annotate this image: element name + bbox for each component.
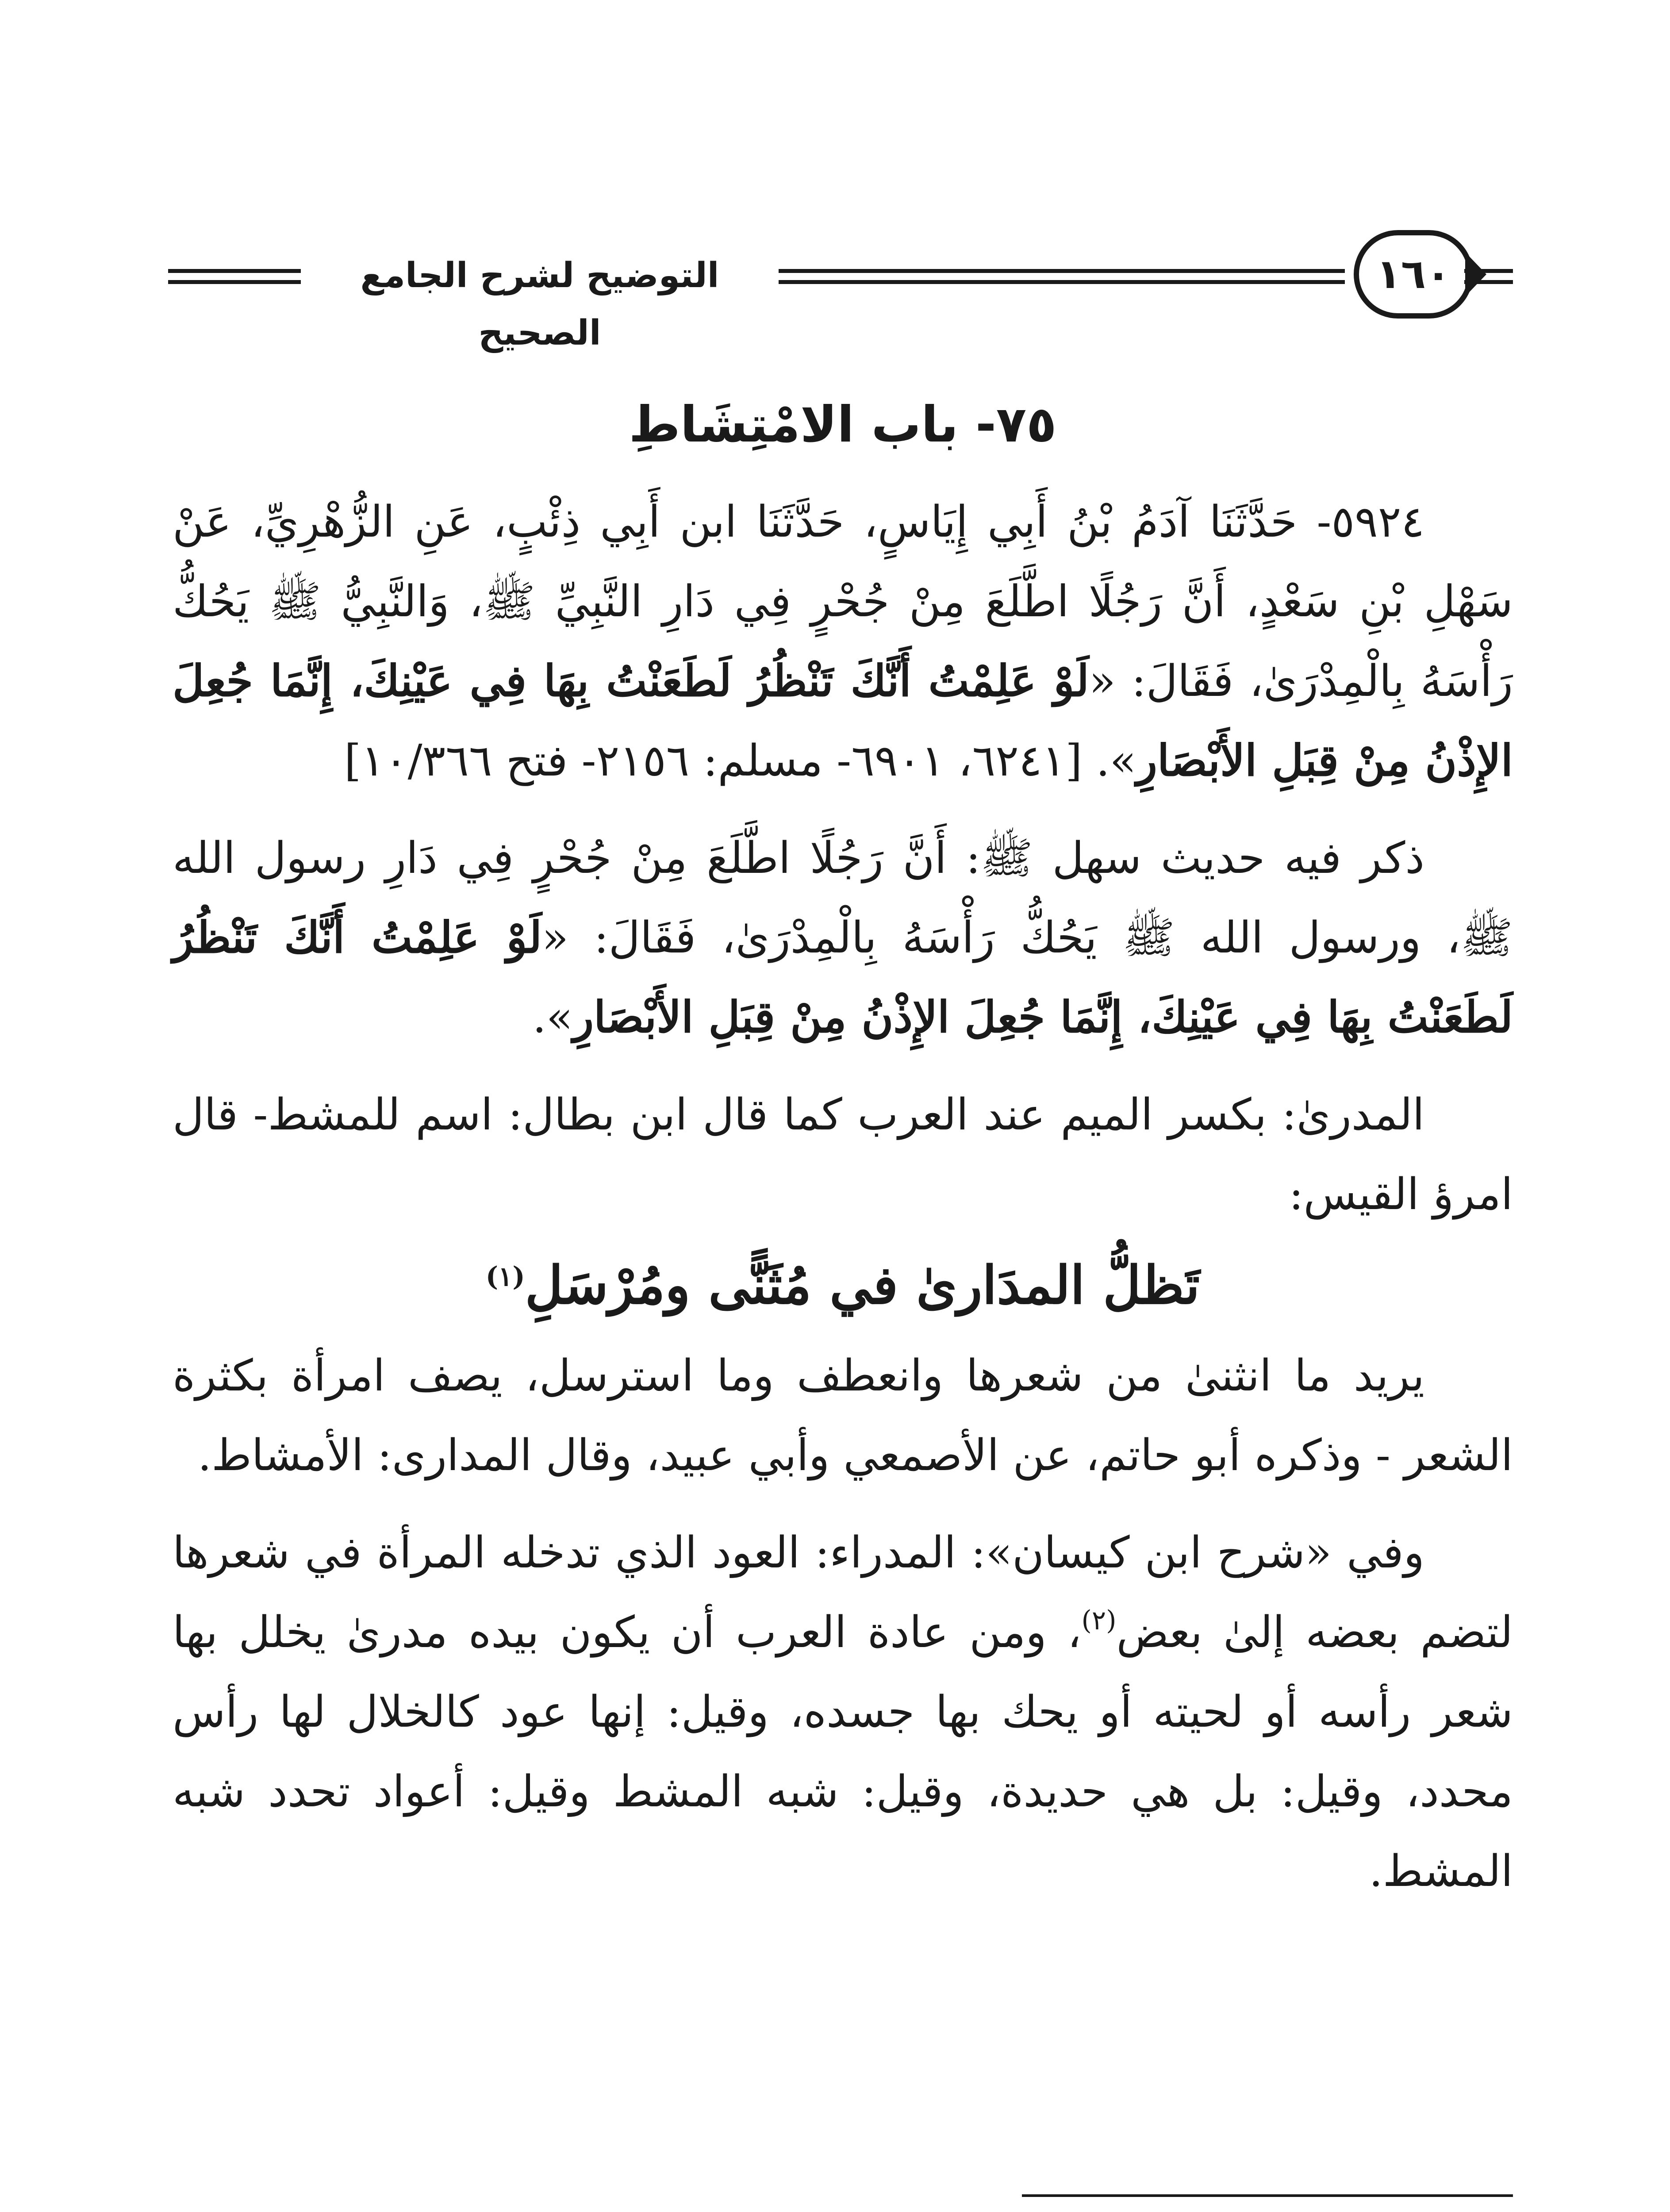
header-rule-left: [168, 269, 301, 284]
main-text: [173, 380, 1513, 1911]
header-rule-right: [1464, 269, 1513, 284]
commentary-text-4b: ، ومن عادة العرب أن يكون بيده مدرىٰ يخلل بها شعر رأسه أو لحيته أو يحك بها جسده، وقيل: إنها عود كالخلال لها رأس محدد، وقيل: بل هي حديدة، وقيل: شبه المشط وقيل: أعواد تحدد شبه المشط.: [173, 1607, 1513, 1897]
page-number: ١٦٠: [1354, 230, 1473, 319]
commentary-paragraph-3: يريد ما انثنىٰ من شعرها وانعطف وما استرسل، يصف امرأة بكثرة الشعر - وذكره أبو حاتم، عن الأصمعي وأبي عبيد، وقال المدارى: الأمشاط.: [173, 1351, 1513, 1481]
footnote-ref-1[interactable]: (١): [485, 1261, 525, 1292]
verse-text: تَظلُّ المدَارىٰ في مُثَنًّى ومُرْسَلِ: [525, 1254, 1200, 1316]
poetry-verse: [173, 1239, 1513, 1332]
hadith-reference: ». [٦٢٤١، ٦٩٠١- مسلم: ٢١٥٦- فتح ١٠/٣٦٦]: [344, 736, 1136, 786]
commentary-end-1: ».: [532, 992, 573, 1043]
chapter-title: ٧٥- باب الامْتِشَاطِ: [629, 396, 1057, 453]
footnote-ref-2[interactable]: (٢): [1081, 1605, 1117, 1636]
footnote-separator: [1022, 2194, 1513, 2197]
header-rule-middle: [779, 269, 1345, 284]
commentary-text-4a: وفي «شرح ابن كيسان»: المدراء: العود الذي تدخله المرأة في شعرها لتضم بعضه إلىٰ بعض: [173, 1528, 1513, 1658]
hadith-text: ٥٩٢٤- حَدَّثَنَا آدَمُ بْنُ أَبِي إِيَاسٍ، حَدَّثَنَا ابن أَبِي ذِئْبٍ، عَنِ الزُّهْرِيِّ، عَنْ سَهْلِ بْنِ سَعْدٍ، أَنَّ رَجُلًا اطَّلَعَ مِنْ جُحْرٍ فِي دَارِ النَّبِيِّ ﷺ، وَالنَّبِيُّ ﷺ يَحُكُّ رَأْسَهُ بِالْمِدْرَىٰ، فَقَالَ: «: [173, 497, 1513, 707]
hadith-paragraph: [173, 482, 1513, 801]
commentary-paragraph-1: [173, 818, 1513, 1057]
commentary-quote-1: لَوْ عَلِمْتُ أَنَّكَ تَنْظُرُ لَطَعَنْتُ بِهَا فِي عَيْنِكَ، إِنَّمَا جُعِلَ الإِذْنُ مِنْ قِبَلِ الأَبْصَارِ: [173, 912, 1513, 1043]
running-header: [168, 230, 1513, 353]
commentary-text-1: ذكر فيه حديث سهل ﷺ: أَنَّ رَجُلًا اطَّلَعَ مِنْ جُحْرٍ فِي دَارِ رسول الله ﷺ، ورسول الله ﷺ يَحُكُّ رَأْسَهُ بِالْمِدْرَىٰ، فَقَالَ: «: [173, 833, 1513, 963]
running-title: التوضيح لشرح الجامع الصحيح: [360, 256, 719, 353]
commentary-paragraph-4: [173, 1513, 1513, 1911]
commentary-paragraph-2: المدرىٰ: بكسر الميم عند العرب كما قال ابن بطال: اسم للمشط- قال امرؤ القيس:: [173, 1090, 1513, 1220]
hadith-quote: لَوْ عَلِمْتُ أَنَّكَ تَنْظُرُ لَطَعَنْتُ بِهَا فِي عَيْنِكَ، إِنَّمَا جُعِلَ الإِذْنُ مِنْ قِبَلِ الأَبْصَارِ: [173, 656, 1513, 786]
